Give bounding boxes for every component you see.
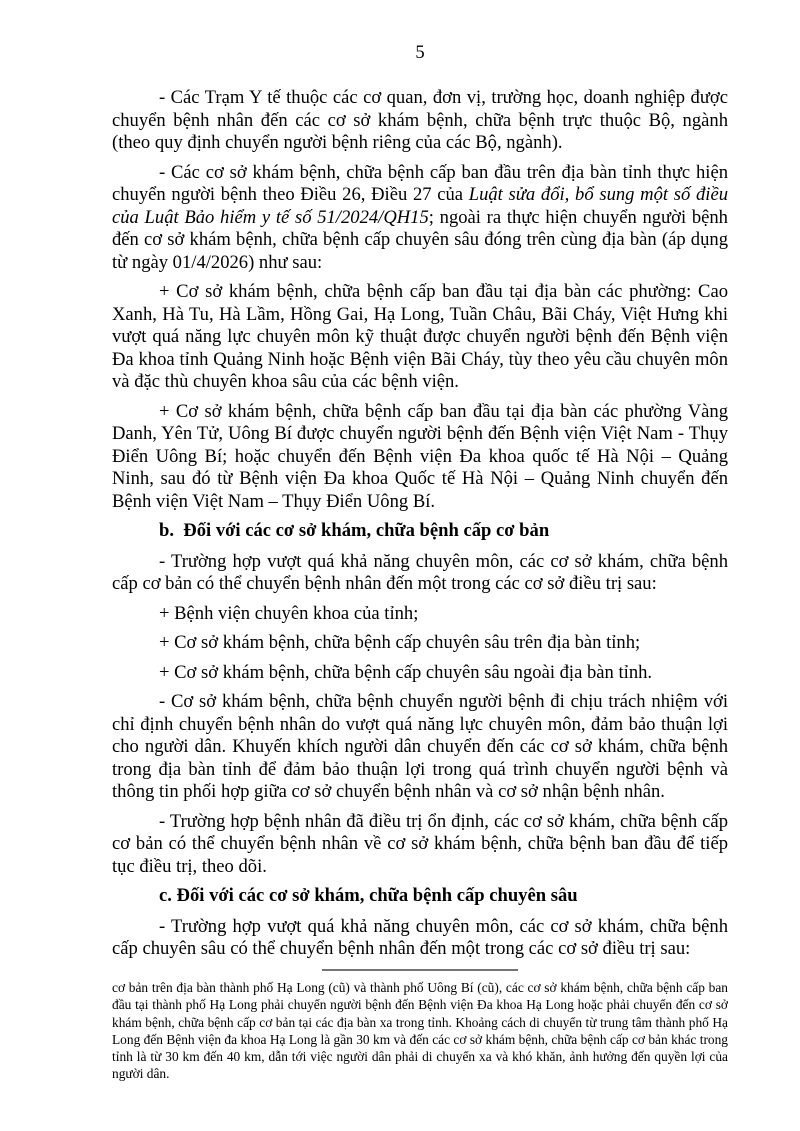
section-heading [112, 520, 728, 543]
text-run: b. Đối với các cơ sở khám, chữa bệnh cấp cơ bản [159, 520, 550, 541]
text-run: - Các cơ sở khám bệnh, chữa bệnh cấp ban đầu trên địa bàn tỉnh thực hiện chuyển người bệnh theo Điều 26, Điều 27 của [112, 161, 728, 205]
italic-text-run: Luật sửa đổi, bổ sung một số điều của Luật Bảo hiểm y tế số 51/2024/QH15 [112, 184, 728, 228]
paragraph [112, 87, 728, 155]
paragraph [112, 401, 728, 514]
paragraph [112, 603, 728, 626]
text-run: ; ngoài ra thực hiện chuyển người bệnh đến cơ sở khám bệnh, chữa bệnh cấp chuyên sâu đóng trên cùng địa bàn (áp dụng từ ngày 01/4/2026) như sau: [112, 206, 728, 273]
paragraph [112, 811, 728, 879]
text-run: - Trường hợp vượt quá khả năng chuyên môn, các cơ sở khám, chữa bệnh cấp chuyên sâu có thể chuyển bệnh nhân đến một trong các cơ sở điều trị sau: [112, 915, 728, 959]
paragraph [112, 281, 728, 394]
text-run: + Cơ sở khám bệnh, chữa bệnh cấp ban đầu tại địa bàn các phường Vàng Danh, Yên Tử, Uông Bí được chuyển người bệnh đến Bệnh viện Việt Nam - Thụy Điển Uông Bí; hoặc chuyển đến Bệnh viện Đa khoa quốc tế Hà Nội – Quảng Ninh, sau đó từ Bệnh viện Đa khoa Quốc tế Hà Nội – Quảng Ninh chuyển đến Bệnh viện Việt Nam – Thụy Điển Uông Bí. [112, 400, 728, 512]
text-run: - Các Trạm Y tế thuộc các cơ quan, đơn vị, trường học, doanh nghiệp được chuyển bệnh nhân đến các cơ sở khám bệnh, chữa bệnh trực thuộc Bộ, ngành (theo quy định chuyển người bệnh riêng của các Bộ, ngành). [112, 87, 728, 153]
text-run: + Cơ sở khám bệnh, chữa bệnh cấp chuyên sâu trên địa bàn tỉnh; [159, 632, 641, 653]
paragraph [112, 916, 728, 961]
text-run: - Trường hợp vượt quá khả năng chuyên môn, các cơ sở khám, chữa bệnh cấp cơ bản có thể chuyển bệnh nhân đến một trong các cơ sở điều trị sau: [112, 550, 728, 594]
document-body [112, 87, 728, 968]
text-run: + Cơ sở khám bệnh, chữa bệnh cấp ban đầu tại địa bàn các phường: Cao Xanh, Hà Tu, Hà Lầm, Hồng Gai, Hạ Long, Tuần Châu, Bãi Cháy, Việt Hưng khi vượt quá năng lực chuyên môn kỹ thuật được chuyển người bệnh đến Bệnh viện Đa khoa tỉnh Quảng Ninh hoặc Bệnh viện Bãi Cháy, tùy theo yêu cầu chuyên môn và đặc thù chuyên khoa sâu của các bệnh viện. [112, 281, 728, 392]
paragraph [112, 632, 728, 655]
paragraph [112, 662, 728, 685]
page-number: 5 [415, 42, 425, 63]
text-run: c. Đối với các cơ sở khám, chữa bệnh cấp chuyên sâu [159, 885, 578, 906]
text-run: + Bệnh viện chuyên khoa của tỉnh; [159, 602, 419, 624]
paragraph [112, 691, 728, 804]
paragraph [112, 162, 728, 275]
text-run: - Trường hợp bệnh nhân đã điều trị ổn định, các cơ sở khám, chữa bệnh cấp cơ bản có thể chuyển bệnh nhân về cơ sở khám bệnh, chữa bệnh ban đầu để tiếp tục điều trị, theo dõi. [112, 810, 728, 877]
footnote-text: cơ bản trên địa bàn thành phố Hạ Long (cũ) và thành phố Uông Bí (cũ), các cơ sở khám bệnh, chữa bệnh cấp ban đầu tại thành phố Hạ Long phải chuyển người bệnh đến Bệnh viện Đa khoa Hạ Long hoặc phải chuyển đến cơ sở khám bệnh, chữa bệnh cấp cơ bản tại các địa bàn xa trong tỉnh. Khoảng cách di chuyển từ trung tâm thành phố Hạ Long đến Bệnh viện đa khoa Hạ Long là gần 30 km và đến các cơ sở khám bệnh, chữa bệnh cấp cơ bản khác trong tỉnh là từ 30 km đến 40 km, dẫn tới việc người dân phải di chuyển xa và khó khăn, ảnh hưởng đến quyền lợi của người dân. [112, 980, 728, 1082]
section-heading [112, 885, 728, 908]
paragraph [112, 551, 728, 596]
footnote-separator [322, 969, 518, 971]
text-run: + Cơ sở khám bệnh, chữa bệnh cấp chuyên sâu ngoài địa bàn tỉnh. [159, 661, 653, 683]
text-run: - Cơ sở khám bệnh, chữa bệnh chuyển người bệnh đi chịu trách nhiệm với chỉ định chuyển bệnh nhân do vượt quá năng lực chuyên môn, đảm bảo thuận lợi cho người dân. Khuyến khích người dân chuyển đến các cơ sở khám, chữa bệnh trong địa bàn tỉnh để đảm bảo thuận lợi trong quá trình chuyển người bệnh và thông tin phối hợp giữa cơ sở chuyển bệnh nhân và cơ sở nhận bệnh nhân. [112, 691, 728, 802]
